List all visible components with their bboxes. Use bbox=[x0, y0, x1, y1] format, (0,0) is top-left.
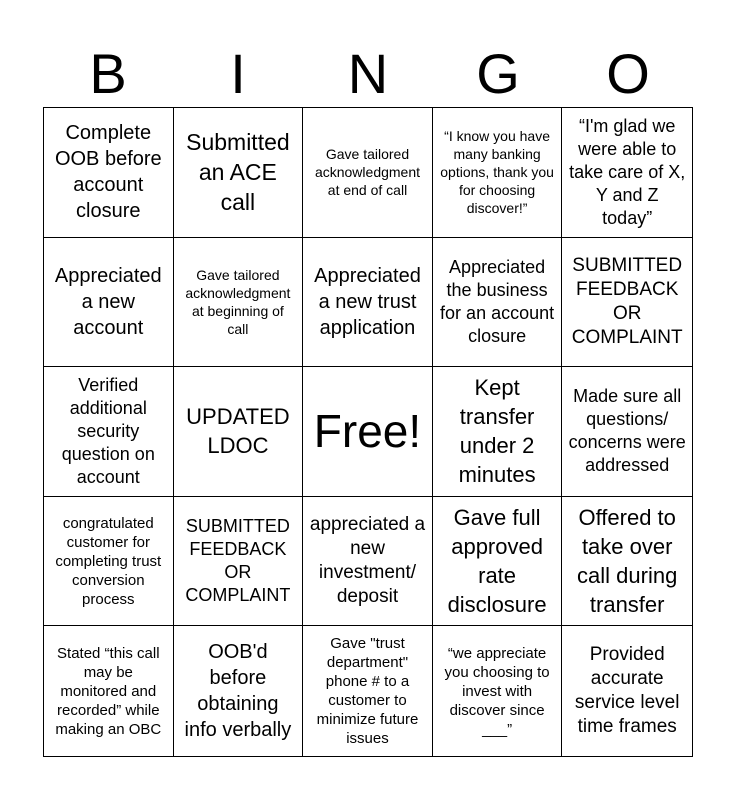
bingo-cell-3-1[interactable] bbox=[44, 367, 174, 497]
cell-text: Gave full approved rate disclosure bbox=[447, 505, 547, 618]
cell-text: Gave tailored acknowledgment at beginning of call bbox=[185, 266, 291, 337]
cell-text: appreciated a new investment/ deposit bbox=[309, 514, 426, 608]
cell-text: Offered to take over call during transfer bbox=[577, 505, 678, 618]
cell-text: Gave tailored acknowledgment at end of call bbox=[314, 146, 421, 199]
header-letter-o: O bbox=[606, 42, 650, 105]
bingo-cell-2-3[interactable] bbox=[303, 238, 433, 368]
bingo-cell-5-4[interactable] bbox=[433, 626, 563, 756]
bingo-cell-4-5[interactable] bbox=[562, 497, 692, 627]
cell-text: Provided accurate service level time frames bbox=[574, 644, 680, 738]
cell-text: OOB'd before obtaining info verbally bbox=[184, 641, 292, 742]
cell-text: Appreciated the business for an account closure bbox=[440, 256, 555, 346]
bingo-board bbox=[43, 107, 693, 757]
cell-text: Stated “this call may be monitored and recorded” while making an OBC bbox=[55, 644, 162, 738]
bingo-cell-3-4[interactable] bbox=[433, 367, 563, 497]
cell-text: Appreciated a new account bbox=[54, 264, 162, 339]
cell-text: “I'm glad we were able to take care of X, Y and Z today” bbox=[569, 115, 686, 228]
header-letter-g: G bbox=[476, 42, 520, 105]
cell-text: “we appreciate you choosing to invest with discover since ___” bbox=[444, 644, 550, 738]
bingo-cell-1-1[interactable] bbox=[44, 108, 174, 238]
bingo-cell-5-1[interactable] bbox=[44, 626, 174, 756]
cell-text: Submitted an ACE call bbox=[186, 129, 290, 216]
header-letter-b: B bbox=[89, 42, 127, 105]
cell-text: SUBMITTED FEEDBACK OR COMPLAINT bbox=[185, 516, 291, 606]
bingo-cell-1-3[interactable] bbox=[303, 108, 433, 238]
cell-text: Made sure all questions/ concerns were addressed bbox=[568, 386, 686, 476]
bingo-cell-2-4[interactable] bbox=[433, 238, 563, 368]
bingo-cell-3-5[interactable] bbox=[562, 367, 692, 497]
cell-text: Gave "trust department" phone # to a customer to minimize future issues bbox=[316, 635, 419, 748]
bingo-cell-3-3[interactable] bbox=[303, 367, 433, 497]
bingo-cell-5-2[interactable] bbox=[174, 626, 304, 756]
bingo-cell-4-4[interactable] bbox=[433, 497, 563, 627]
bingo-cell-4-2[interactable] bbox=[174, 497, 304, 627]
cell-text: Appreciated a new trust application bbox=[314, 264, 421, 339]
bingo-cell-4-1[interactable] bbox=[44, 497, 174, 627]
cell-text: congratulated customer for completing trust conversion process bbox=[55, 514, 162, 608]
bingo-cell-5-5[interactable] bbox=[562, 626, 692, 756]
cell-text: SUBMITTED FEEDBACK OR COMPLAINT bbox=[571, 254, 683, 348]
cell-text: Complete OOB before account closure bbox=[54, 122, 162, 223]
cell-text: UPDATED LDOC bbox=[186, 404, 290, 459]
free-space: Free! bbox=[313, 405, 422, 458]
bingo-cell-2-1[interactable] bbox=[44, 238, 174, 368]
cell-text: Verified additional security question on account bbox=[61, 374, 155, 487]
bingo-cell-1-4[interactable] bbox=[433, 108, 563, 238]
bingo-cell-4-3[interactable] bbox=[303, 497, 433, 627]
bingo-cell-2-2[interactable] bbox=[174, 238, 304, 368]
header-letter-n: N bbox=[347, 42, 389, 105]
header-letter-i: I bbox=[230, 42, 246, 105]
bingo-cell-1-5[interactable] bbox=[562, 108, 692, 238]
bingo-cell-1-2[interactable] bbox=[174, 108, 304, 238]
bingo-cell-5-3[interactable] bbox=[303, 626, 433, 756]
cell-text: “I know you have many banking options, thank you for choosing discover!” bbox=[440, 128, 554, 217]
bingo-cell-2-5[interactable] bbox=[562, 238, 692, 368]
bingo-cell-3-2[interactable] bbox=[174, 367, 304, 497]
cell-text: Kept transfer under 2 minutes bbox=[458, 375, 536, 488]
bingo-header bbox=[43, 40, 693, 108]
